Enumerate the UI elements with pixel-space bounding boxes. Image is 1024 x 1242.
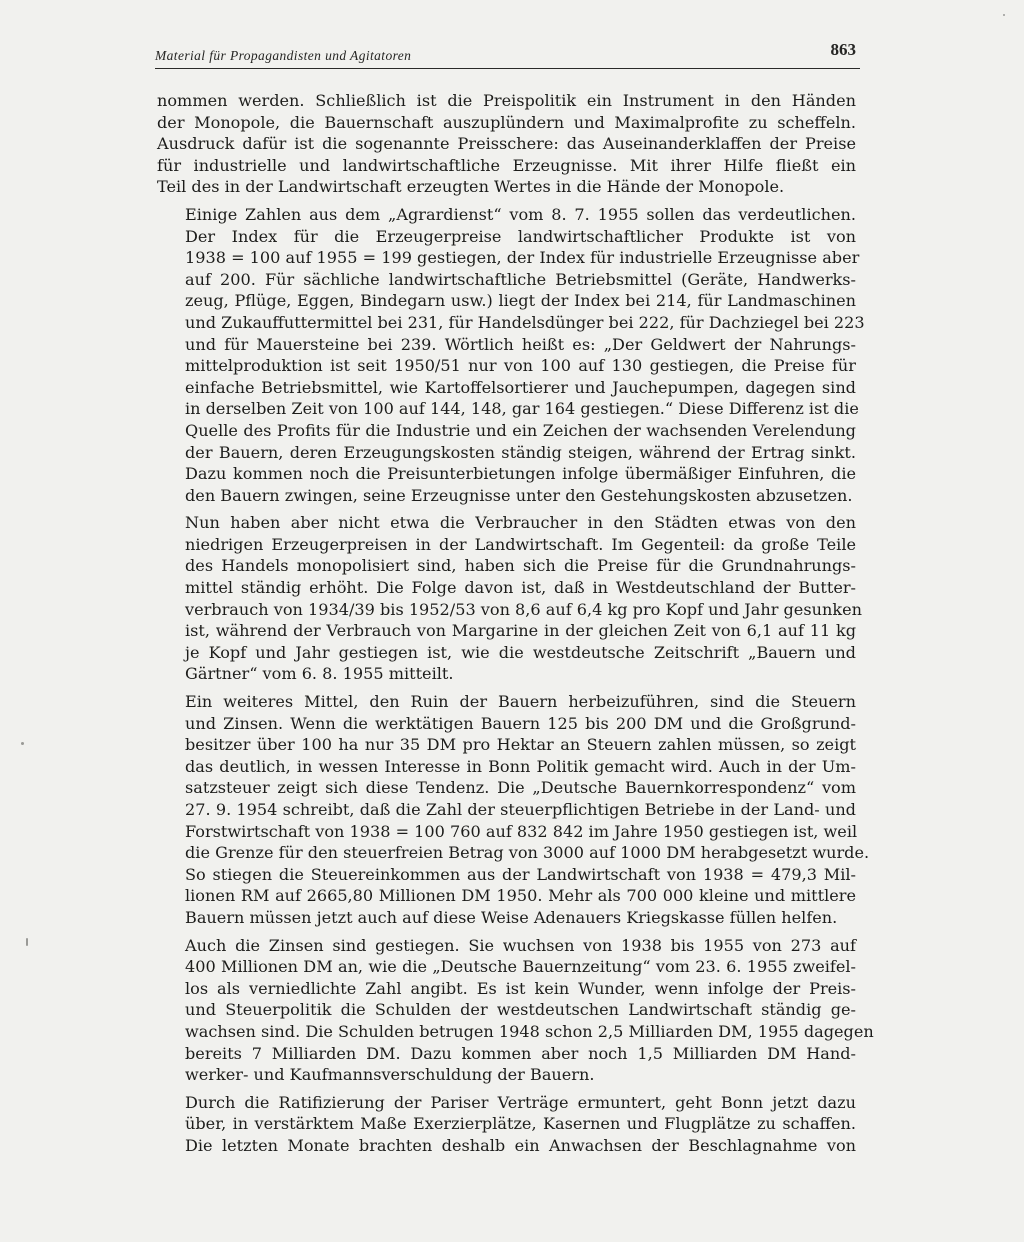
text-line: 27. 9. 1954 schreibt, daß die Zahl der steuerpflichtigen Betriebe in der Land- und bbox=[185, 800, 856, 819]
text-line: der Monopole, die Bauernschaft auszuplündern und Maximalprofite zu scheffeln. bbox=[157, 112, 856, 132]
text-line: 400 Millionen DM an, wie die „Deutsche Bauernzeitung“ vom 23. 6. 1955 zweifel- bbox=[185, 957, 856, 977]
text-line: über, in verstärktem Maße Exerzierplätze, Kasernen und Flugplätze zu schaffen. bbox=[185, 1114, 856, 1134]
text-line: bereits 7 Milliarden DM. Dazu kommen aber noch 1,5 Milliarden DM Hand- bbox=[185, 1043, 856, 1063]
text-line: mittelproduktion ist seit 1950/51 nur von 100 auf 130 gestiegen, die Preise für bbox=[185, 356, 856, 376]
text-line: wachsen sind. Die Schulden betrugen 1948 schon 2,5 Milliarden DM, 1955 dagegen bbox=[185, 1021, 874, 1041]
text-line: satzsteuer zeigt sich diese Tendenz. Die „Deutsche Bauernkorrespondenz“ vom bbox=[185, 778, 856, 798]
text-line: den Bauern zwingen, seine Erzeugnisse unter den Gestehungskosten abzusetzen. bbox=[185, 485, 853, 505]
text-line: besitzer über 100 ha nur 35 DM pro Hektar an Steuern zahlen müssen, so zeigt bbox=[185, 735, 856, 755]
text-line: Nun haben aber nicht etwa die Verbraucher in den Städten etwas von den bbox=[185, 513, 856, 533]
text-line: los als verniedlichte Zahl angibt. Es ist kein Wunder, wenn infolge der Preis- bbox=[185, 978, 856, 998]
running-title: Material für Propagandisten und Agitatoren bbox=[155, 48, 412, 63]
text-line: nommen werden. Schließlich ist die Preispolitik ein Instrument in den Händen bbox=[157, 91, 856, 110]
paragraph bbox=[157, 512, 862, 685]
paragraph bbox=[157, 1092, 856, 1157]
page-number: 863 bbox=[830, 40, 856, 59]
text-line: Auch die Zinsen sind gestiegen. Sie wuchsen von 1938 bis 1955 von 273 auf bbox=[185, 935, 856, 955]
text-line: ist, während der Verbrauch von Margarine in der gleichen Zeit von 6,1 auf 11 kg bbox=[185, 621, 856, 641]
text-line: und Zukauffuttermittel bei 231, für Handelsdünger bei 222, für Dachziegel bei 223 bbox=[185, 312, 865, 332]
text-line: verbrauch von 1934/39 bis 1952/53 von 8,6 auf 6,4 kg pro Kopf und Jahr gesunken bbox=[185, 599, 862, 619]
text-line: in derselben Zeit von 100 auf 144, 148, gar 164 gestiegen.“ Diese Differenz ist die bbox=[185, 399, 859, 419]
text-line: Teil des in der Landwirtschaft erzeugten Wertes in die Hände der Monopole. bbox=[157, 177, 785, 197]
text-line: Bauern müssen jetzt auch auf diese Weise Adenauers Kriegskasse füllen helfen. bbox=[185, 907, 838, 927]
text-line: werker- und Kaufmannsverschuldung der Bauern. bbox=[185, 1065, 595, 1085]
scan-speck bbox=[21, 742, 24, 745]
paragraph bbox=[157, 935, 874, 1086]
text-line: So stiegen die Steuereinkommen aus der Landwirtschaft von 1938 = 479,3 Mil- bbox=[185, 864, 856, 884]
text-line: und für Mauersteine bei 239. Wörtlich heißt es: „Der Geldwert der Nahrungs- bbox=[185, 334, 856, 354]
text-line: und Zinsen. Wenn die werktätigen Bauern 125 bis 200 DM und die Großgrund- bbox=[185, 713, 856, 733]
text-line: Einige Zahlen aus dem „Agrardienst“ vom 8. 7. 1955 sollen das verdeutlichen. bbox=[185, 204, 856, 224]
text-line: Dazu kommen noch die Preisunterbietungen infolge übermäßiger Einfuhren, die bbox=[185, 464, 856, 484]
text-line: Gärtner“ vom 6. 8. 1955 mitteilt. bbox=[185, 664, 454, 684]
text-line: und Steuerpolitik die Schulden der westdeutschen Landwirtschaft ständig ge- bbox=[185, 1000, 856, 1020]
text-line: der Bauern, deren Erzeugungskosten ständig steigen, während der Ertrag sinkt. bbox=[185, 442, 856, 462]
text-line: Der Index für die Erzeugerpreise landwirtschaftlicher Produkte ist von bbox=[185, 226, 856, 246]
text-line: einfache Betriebsmittel, wie Kartoffelsortierer und Jauchepumpen, dagegen sind bbox=[185, 377, 856, 397]
text-line: mittel ständig erhöht. Die Folge davon ist, daß in Westdeutschland der Butter- bbox=[185, 578, 856, 598]
paragraph bbox=[157, 204, 865, 506]
text-line: Die letzten Monate brachten deshalb ein Anwachsen der Beschlagnahme von bbox=[185, 1135, 856, 1155]
text-line: das deutlich, in wessen Interesse in Bonn Politik gemacht wird. Auch in der Um- bbox=[185, 756, 856, 776]
body-text bbox=[157, 90, 874, 1163]
text-line: 1938 = 100 auf 1955 = 199 gestiegen, der Index für industrielle Erzeugnisse aber bbox=[185, 248, 860, 268]
scan-speck bbox=[1003, 14, 1005, 16]
text-line: je Kopf und Jahr gestiegen ist, wie die westdeutsche Zeitschrift „Bauern und bbox=[185, 642, 856, 662]
scan-speck bbox=[26, 938, 28, 946]
paragraph bbox=[157, 691, 870, 929]
text-line: für industrielle und landwirtschaftliche Erzeugnisse. Mit ihrer Hilfe fließt ein bbox=[157, 155, 856, 175]
text-line: Ausdruck dafür ist die sogenannte Preisschere: das Auseinanderklaffen der Preise bbox=[157, 134, 856, 154]
text-line: auf 200. Für sächliche landwirtschaftliche Betriebsmittel (Geräte, Handwerks- bbox=[185, 269, 856, 289]
text-line: Forstwirtschaft von 1938 = 100 760 auf 832 842 im Jahre 1950 gestiegen ist, weil bbox=[185, 821, 858, 841]
text-line: zeug, Pflüge, Eggen, Bindegarn usw.) liegt der Index bei 214, für Landmaschinen bbox=[185, 291, 856, 311]
text-line: Quelle des Profits für die Industrie und ein Zeichen der wachsenden Verelendung bbox=[185, 420, 856, 440]
text-line: Ein weiteres Mittel, den Ruin der Bauern herbeizuführen, sind die Steuern bbox=[185, 692, 856, 712]
text-line: die Grenze für den steuerfreien Betrag von 3000 auf 1000 DM herabgesetzt wurde. bbox=[185, 843, 870, 863]
paragraph bbox=[157, 90, 856, 198]
text-line: des Handels monopolisiert sind, haben sich die Preise für die Grundnahrungs- bbox=[185, 556, 856, 576]
running-header bbox=[155, 40, 860, 69]
text-line: Durch die Ratifizierung der Pariser Verträge ermuntert, geht Bonn jetzt dazu bbox=[185, 1092, 856, 1112]
text-line: niedrigen Erzeugerpreisen in der Landwirtschaft. Im Gegenteil: da große Teile bbox=[185, 534, 856, 554]
text-line: lionen RM auf 2665,80 Millionen DM 1950. Mehr als 700 000 kleine und mittlere bbox=[185, 886, 856, 906]
